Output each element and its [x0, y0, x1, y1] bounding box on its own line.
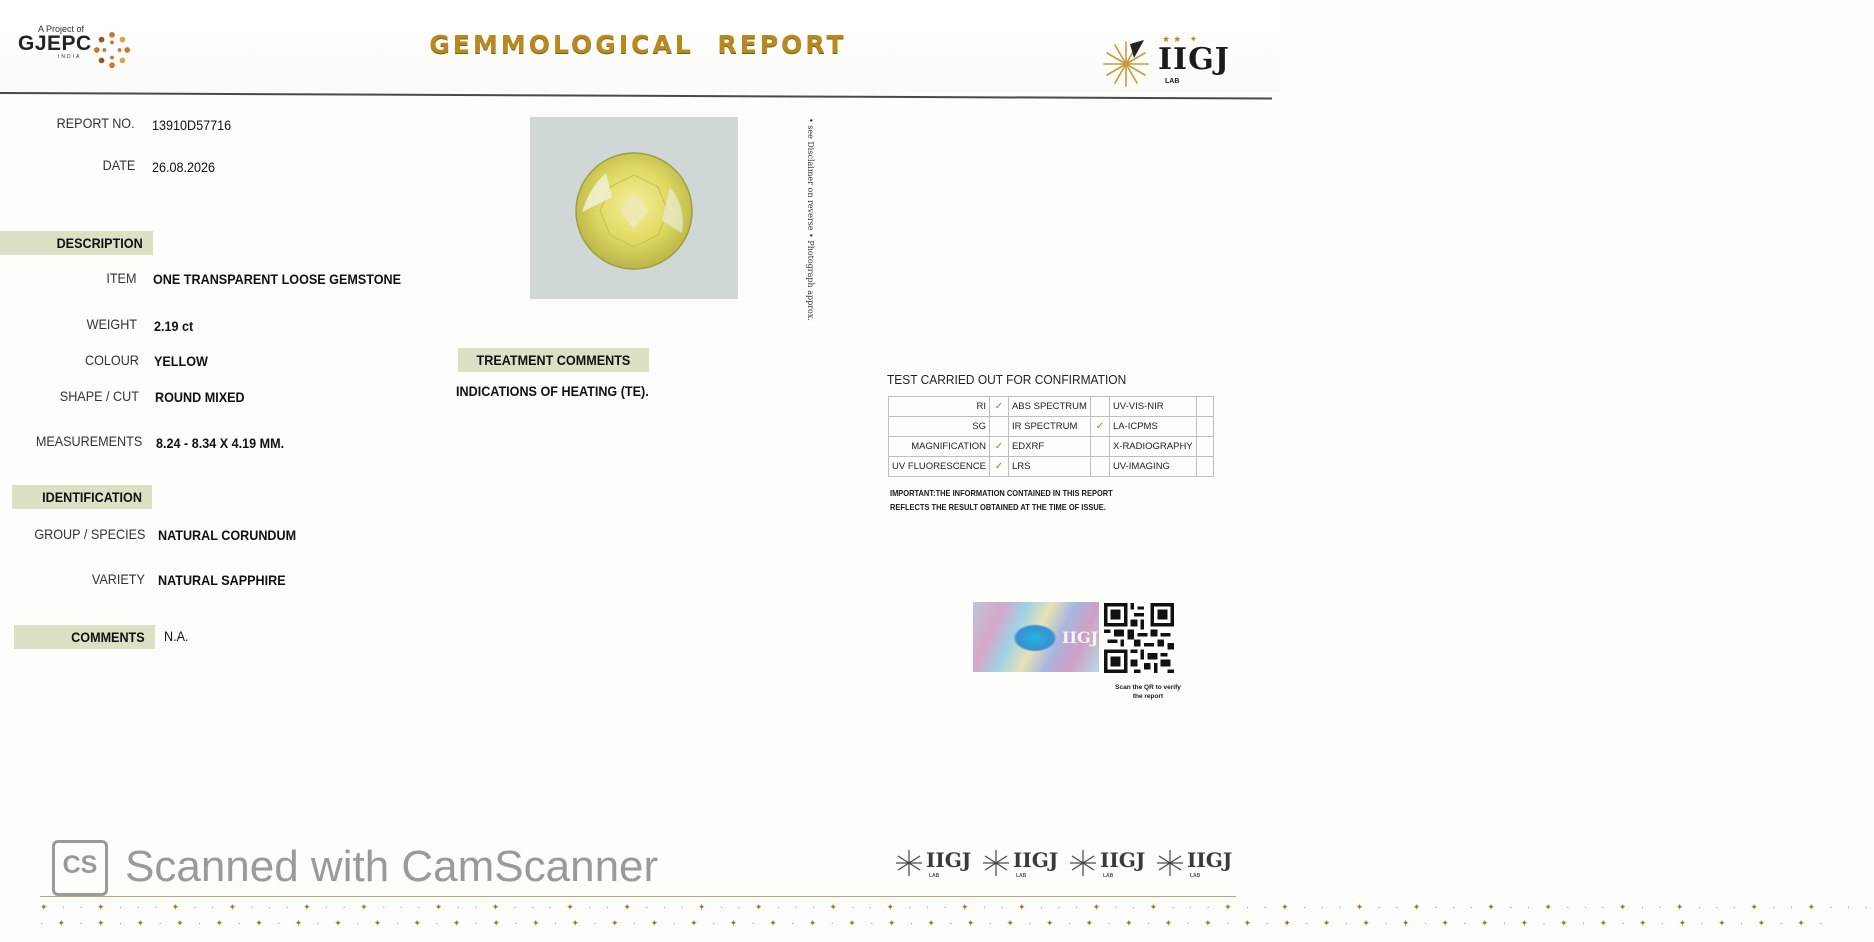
table-row [889, 437, 1214, 457]
shape-label: SHAPE / CUT [59, 388, 139, 404]
measurements-label: MEASUREMENTS [35, 433, 142, 449]
report-title [0, 30, 1276, 59]
test-name: MAGNIFICATION [889, 437, 990, 457]
colour-label: COLOUR [85, 352, 139, 368]
gjepc-logo-text: GJEPC [18, 32, 92, 55]
test-name: LA-ICPMS [1109, 417, 1196, 437]
table-cell [1196, 417, 1213, 437]
test-name: EDXRF [1008, 437, 1090, 457]
burst-icon [894, 848, 924, 878]
important-note [890, 486, 1154, 514]
test-name: UV FLUORESCENCE [889, 457, 990, 477]
shape-value: ROUND MIXED [155, 389, 245, 405]
date-value: 26.08.2026 [152, 159, 216, 175]
group-value: NATURAL CORUNDUM [158, 527, 297, 543]
report-no-label: REPORT NO. [57, 115, 135, 131]
footer-logo: IIGJ LAB [1068, 848, 1148, 882]
check-icon [1090, 437, 1109, 457]
table-cell [1196, 397, 1213, 417]
check-icon [1090, 397, 1109, 417]
gjepc-country: INDIA [58, 54, 82, 60]
test-name: ABS SPECTRUM [1008, 397, 1090, 417]
iigj-logo-text: IIGJ [1158, 42, 1230, 77]
footer-logo: IIGJ LAB [1155, 848, 1235, 882]
item-label: ITEM [105, 270, 136, 286]
weight-label: WEIGHT [86, 316, 137, 332]
test-name: LRS [1008, 457, 1090, 477]
table-cell [1196, 437, 1213, 457]
check-icon [1090, 457, 1109, 477]
weight-value: 2.19 ct [154, 318, 194, 334]
photo-disclaimer: • see Disclaimer on reverse • Photograph approx. [806, 118, 815, 321]
test-name: UV-IMAGING [1109, 457, 1196, 477]
iigj-logo-lab: LAB [1165, 78, 1180, 85]
gemstone-photo [530, 117, 738, 299]
footer-logo: IIGJ LAB [981, 848, 1061, 882]
tests-title: TEST CARRIED OUT FOR CONFIRMATION [887, 372, 1127, 387]
comments-value: N.A. [164, 628, 189, 644]
measurements-value: 8.24 - 8.34 X 4.19 MM. [156, 435, 285, 451]
report-title-word1: GEMMOLOGICAL [429, 30, 694, 59]
burst-icon [1155, 848, 1185, 878]
hologram-mark: IIGJ [1062, 628, 1099, 647]
item-value: ONE TRANSPARENT LOOSE GEMSTONE [153, 271, 402, 287]
qr-code[interactable] [1104, 602, 1174, 674]
check-icon: ✓ [989, 397, 1008, 417]
important-text: THE INFORMATION CONTAINED IN THIS REPORT REFLECTS THE RESULT OBTAINED AT THE TIME OF ISSUE. [890, 488, 1113, 512]
description-heading: DESCRIPTION [0, 231, 153, 255]
report-no-value: 13910D57716 [152, 117, 232, 133]
decorative-dot-border: ✦ · · ✦ · · · ✦ · · ✦ · · · ✦ · · ✦ · · · ✦ · · ✦ · · · ✦ · · ✦ · · · ✦ · · ✦ · · · ✦ · · ✦ · · · ✦ · · ✦ · · · ✦ · · ✦ · · · ✦ · · ✦ · · · ✦ · · ✦ · · · ✦ · · ✦ · · · ✦ · · ✦ · · · ✦ · · ✦ · · · [40, 902, 1874, 912]
check-icon: ✓ [989, 437, 1008, 457]
variety-value: NATURAL SAPPHIRE [158, 572, 286, 588]
test-name: IR SPECTRUM [1008, 417, 1090, 437]
report-title-word2: REPORT [717, 30, 847, 59]
table-row [889, 457, 1214, 477]
iigj-burst-icon [1100, 38, 1152, 90]
test-name: X-RADIOGRAPHY [1109, 437, 1196, 457]
group-label: GROUP / SPECIES [33, 526, 145, 542]
treatment-heading: TREATMENT COMMENTS [458, 348, 649, 372]
treatment-value: INDICATIONS OF HEATING (TE). [456, 383, 649, 399]
check-icon: ✓ [989, 457, 1008, 477]
header-divider [0, 92, 1272, 100]
tests-table [888, 396, 1214, 477]
decorative-dot-border: · ✦ · ✦ · ✦ · ✦ · ✦ · ✦ · ✦ · ✦ · ✦ · ✦ · ✦ · ✦ · ✦ · ✦ · ✦ · ✦ · ✦ · ✦ · ✦ · ✦ · ✦ · ✦ · ✦ · ✦ · ✦ · ✦ · ✦ · ✦ · ✦ · ✦ · ✦ · ✦ · ✦ · ✦ · ✦ · ✦ · ✦ · ✦ · ✦ · ✦ · ✦ · ✦ · ✦ · ✦ · ✦ · [40, 918, 1829, 928]
camscanner-logo: CS [52, 840, 108, 896]
footer-divider [40, 896, 1236, 897]
footer-logo: IIGJ LAB [894, 848, 974, 882]
date-label: DATE [102, 157, 135, 173]
test-name: RI [889, 397, 990, 417]
burst-icon [1068, 848, 1098, 878]
burst-icon [981, 848, 1011, 878]
iigj-stars-icon: ★★ ✦ [1162, 34, 1201, 44]
table-row [889, 417, 1214, 437]
check-icon [989, 417, 1008, 437]
test-name: UV-VIS-NIR [1109, 397, 1196, 417]
gjepc-tagline: A Project of [38, 24, 85, 34]
test-name: SG [889, 417, 990, 437]
hologram-burst-icon [1013, 624, 1057, 652]
table-cell [1196, 457, 1213, 477]
comments-heading: COMMENTS [14, 625, 155, 649]
table-row [889, 397, 1214, 417]
colour-value: YELLOW [154, 353, 208, 369]
identification-heading: IDENTIFICATION [12, 485, 152, 509]
check-icon: ✓ [1090, 417, 1109, 437]
important-label: IMPORTANT: [890, 488, 936, 498]
qr-caption: Scan the QR to verify the report [1115, 684, 1181, 700]
camscanner-watermark: Scanned with CamScanner [125, 842, 659, 891]
variety-label: VARIETY [92, 571, 145, 587]
